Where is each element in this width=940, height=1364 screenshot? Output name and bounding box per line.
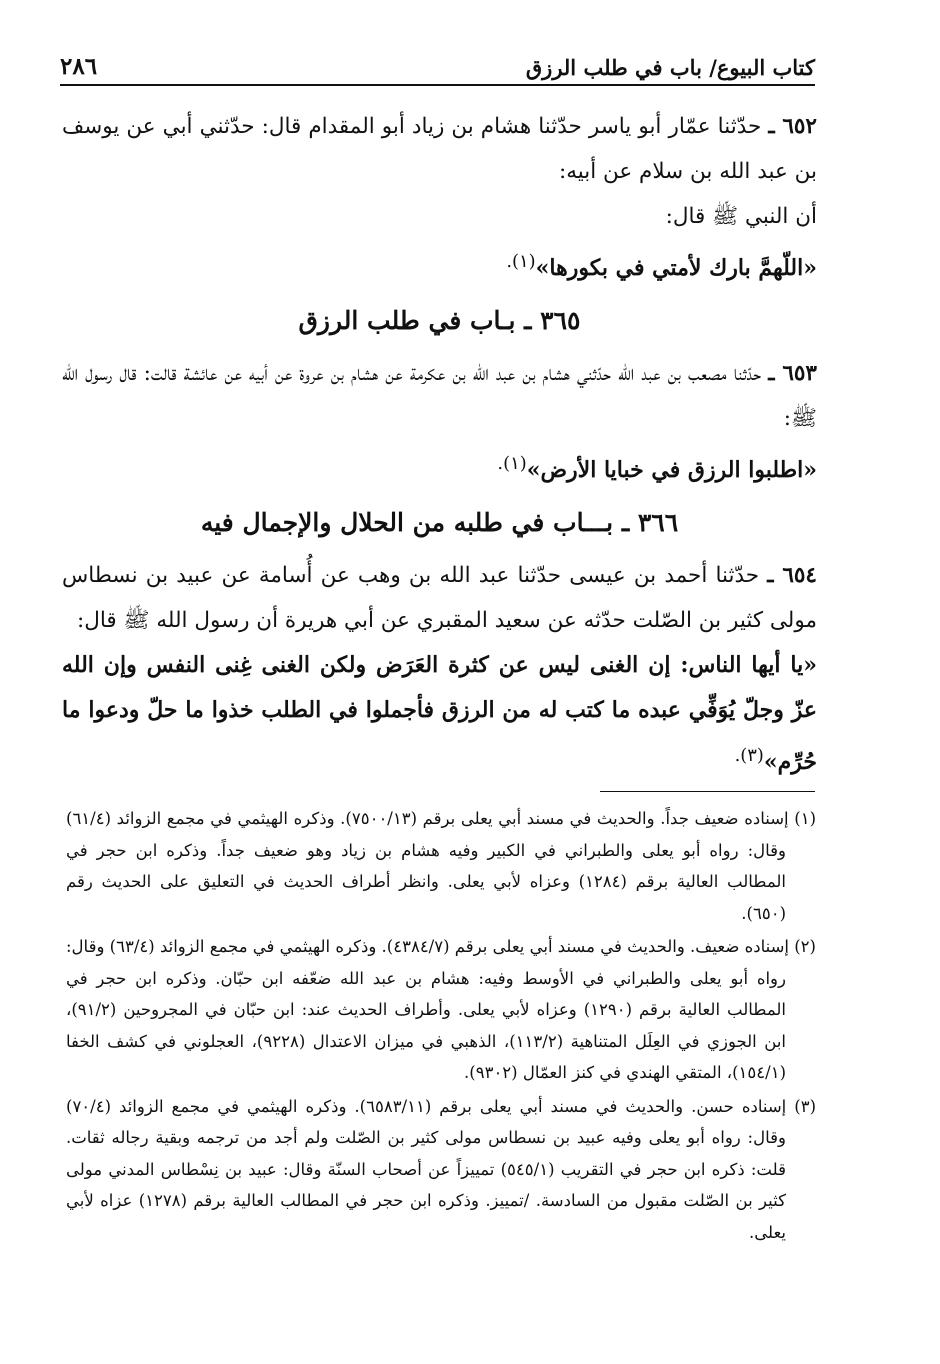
footnote-number: (٣)	[794, 1096, 816, 1116]
page-number: ٢٨٦	[60, 53, 98, 80]
isnad-text: حدّثنا عمّار أبو ياسر حدّثنا هشام بن زياد أبو المقدام قال: حدّثني أبي عن يوسف بن عبد الله بن سلام عن أبيه:	[62, 114, 817, 184]
running-head: كتاب البيوع/ باب في طلب الرزق	[525, 55, 815, 80]
main-text	[62, 104, 817, 785]
page-header	[60, 44, 815, 86]
hadith-number: ٦٥٣ ـ	[768, 361, 817, 387]
hadith-652-matn	[62, 239, 817, 291]
hadith-652-intro: أن النبي ﷺ قال:	[665, 204, 817, 229]
isnad-text: حدّثنا أحمد بن عيسى حدّثنا عبد الله بن وهب عن أُسامة عن عبيد بن نسطاس مولى كثير بن الصّلت حدّثه عن سعيد المقبري عن أبي هريرة أن رسول الله ﷺ قال:	[62, 563, 817, 634]
footnote-text: إسناده حسن. والحديث في مسند أبي يعلى برقم (٦٥٨٣/١١). وذكره الهيثمي في مجمع الزوائد (٧٠/٤) وقال: رواه أبو يعلى وفيه عبيد بن نسطاس مولى كثير بن الصّلت ولم أجد من ترجمه وبقية رجاله ثقات. قلت: ذكره ابن حجر في التقريب (٥٤٥/١) تمييزاً عن أصحاب السنّة وقال: عبيد بن نِسْطاس المدني مولى كثير بن الصّلت مقبول من السادسة. /تمييز. وذكره ابن حجر في المطالب العالية برقم (١٢٧٨) عزاه لأبي يعلى.	[66, 1096, 787, 1242]
footnote-text: إسناده ضعيف. والحديث في مسند أبي يعلى برقم (٤٣٨٤/٧). وذكره الهيثمي في مجمع الزوائد (٦٣/٤) وقال: رواه أبو يعلى والطبراني في الأوسط وفيه: هشام بن عبد الله ضعّفه ابن حبّان. وذكره ابن حجر في المطالب العالية برقم (١٢٩٠) وعزاه لأبي يعلى. وأطراف الحديث عند: ابن حبّان في المجروحين (٩١/٢)، ابن الجوزي في العِلَل المتناهية (١١٣/٢)، الذهبي في ميزان الاعتدال (٩٢٢٨)، العجلوني في كشف الخفا (١٥٤/١)، المتقي الهندي في كنز العمّال (٩٣٠٢).	[66, 937, 789, 1082]
footnotes	[66, 803, 816, 1250]
isnad-text: حدّثنا مصعب بن عبد الله حدّثني هشام بن عبد الله بن عكرمة عن هشام بن عروة عن أبيه عن عائشة قالت: قال رسول الله ﷺ:	[62, 361, 817, 432]
footnote-text: إسناده ضعيف جداً. والحديث في مسند أبي يعلى برقم (٧٥٠٠/١٣). وذكره الهيثمي في مجمع الزوائد (٦١/٤) وقال: رواه أبو يعلى والطبراني في الكبير وفيه هشام بن زياد وهو ضعيف جداً. وذكره ابن حجر في المطالب العالية برقم (١٢٨٤) وعزاه لأبي يعلى. وانظر أطراف الحديث في التعليق على الحديث رقم (٦٥٠).	[66, 809, 789, 923]
hadith-number: ٦٥٢ ـ	[768, 114, 817, 139]
hadith-654-matn	[62, 643, 817, 785]
chapter-365-title: ٣٦٥ ـ بـاب في طلب الرزق	[298, 306, 581, 336]
hadith-number: ٦٥٤ ـ	[767, 563, 817, 589]
footnote-number: (٢)	[794, 937, 816, 956]
footnote-1	[66, 803, 816, 929]
matn-text: «يا أيها الناس: إن الغنى ليس عن كثرة العَرَض ولكن الغنى غِنى النفس وإن الله عزّ وجلّ يُوَفِّي عبده ما كتب له من الرزق فأجملوا في الطلب خذوا ما حلّ ودعوا ما حُرِّم»	[62, 652, 817, 776]
hadith-652-isnad	[62, 104, 817, 194]
footnote-2	[66, 931, 816, 1089]
hadith-653-matn	[62, 441, 817, 493]
matn-text: «اللّهمَّ بارك لأمتي في بكورها»	[535, 255, 817, 282]
footnote-number: (١)	[794, 809, 817, 828]
chapter-366-title: ٣٦٦ ـ بـــاب في طلبه من الحلال والإجمال فيه	[200, 508, 679, 538]
footnote-separator	[600, 791, 815, 792]
matn-text: «اطلبوا الرزق في خبايا الأرض»	[526, 457, 817, 484]
footnote-ref: (٣).	[734, 745, 764, 767]
footnote-ref: (١).	[497, 453, 527, 475]
footnote-3	[66, 1091, 816, 1249]
footnote-ref: (١).	[506, 251, 536, 272]
hadith-654-isnad	[62, 553, 817, 643]
hadith-653-isnad	[62, 351, 817, 441]
